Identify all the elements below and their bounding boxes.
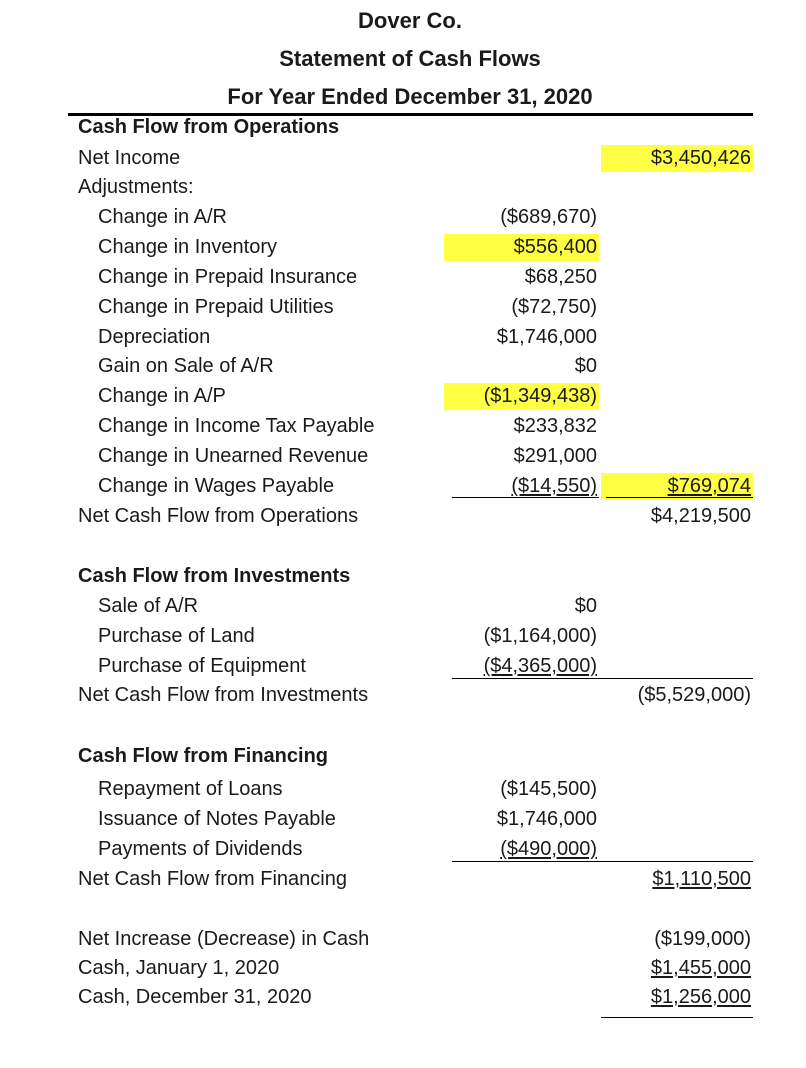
line-item-value: $1,746,000 (496, 326, 597, 348)
line-item-label: Depreciation (98, 326, 211, 348)
net-change-value: ($199,000) (654, 928, 751, 950)
net-financing-value: $1,110,500 (652, 868, 751, 890)
line-item-label: Change in Inventory (98, 236, 278, 258)
line-item-label: Repayment of Loans (98, 778, 283, 800)
line-item-label: Purchase of Land (98, 625, 255, 647)
operations-heading: Cash Flow from Operations (78, 116, 340, 138)
double-rule (601, 1017, 753, 1018)
net-operations-value: $4,219,500 (650, 505, 751, 527)
table-row (0, 593, 806, 620)
investments-heading-row (0, 563, 806, 590)
line-item-label: Sale of A/R (98, 595, 199, 617)
table-row (0, 473, 806, 500)
operations-heading-row (0, 114, 806, 141)
line-item-value: ($72,750) (511, 296, 597, 318)
table-row (0, 623, 806, 650)
statement-title: Statement of Cash Flows (279, 46, 541, 71)
line-item-value: ($1,349,438) (444, 383, 599, 410)
subtotal-rule (452, 861, 753, 862)
line-item-value: ($14,550) (511, 475, 597, 497)
line-item-value: ($145,500) (500, 778, 597, 800)
investments-heading: Cash Flow from Investments (78, 565, 351, 587)
line-item-value: $291,000 (513, 445, 597, 467)
table-row (0, 294, 806, 321)
net-change-label: Net Increase (Decrease) in Cash (78, 928, 370, 950)
company-name: Dover Co. (358, 8, 462, 33)
line-item-value: ($689,670) (500, 206, 597, 228)
net-investments-row (0, 682, 806, 709)
cash-begin-row (0, 955, 806, 982)
net-income-label: Net Income (78, 147, 181, 169)
adjustments-label: Adjustments: (78, 176, 194, 198)
subtotal-rule (606, 497, 753, 498)
line-item-value: ($1,164,000) (483, 625, 597, 647)
table-row (0, 324, 806, 351)
cash-begin-label: Cash, January 1, 2020 (78, 957, 280, 979)
table-row (0, 204, 806, 231)
line-item-value: $0 (574, 595, 597, 617)
cash-end-value: $1,256,000 (650, 986, 751, 1008)
adjustments-total: $769,074 (601, 473, 753, 500)
subtotal-rule (452, 678, 753, 679)
net-income-row (0, 145, 806, 172)
table-row (0, 653, 806, 680)
adjustments-row (0, 174, 806, 201)
line-item-label: Change in Income Tax Payable (98, 415, 375, 437)
table-row (0, 443, 806, 470)
line-item-label: Gain on Sale of A/R (98, 355, 274, 377)
table-row (0, 264, 806, 291)
line-item-value: $0 (574, 355, 597, 377)
net-operations-row (0, 503, 806, 530)
financing-heading-row (0, 743, 806, 770)
table-row (0, 353, 806, 380)
cash-end-label: Cash, December 31, 2020 (78, 986, 312, 1008)
net-change-row (0, 926, 806, 953)
line-item-value: $556,400 (444, 234, 599, 261)
net-financing-row (0, 866, 806, 893)
line-item-value: ($490,000) (500, 838, 597, 860)
subtotal-rule (452, 497, 599, 498)
cash-end-row (0, 984, 806, 1011)
cash-begin-value: $1,455,000 (650, 957, 751, 979)
line-item-label: Purchase of Equipment (98, 655, 306, 677)
line-item-label: Change in Wages Payable (98, 475, 335, 497)
statement-period: For Year Ended December 31, 2020 (227, 84, 593, 109)
table-row (0, 383, 806, 410)
net-investments-label: Net Cash Flow from Investments (78, 684, 369, 706)
line-item-value: $68,250 (524, 266, 597, 288)
line-item-label: Change in Prepaid Insurance (98, 266, 358, 288)
net-operations-label: Net Cash Flow from Operations (78, 505, 359, 527)
table-row (0, 836, 806, 863)
table-row (0, 776, 806, 803)
net-financing-label: Net Cash Flow from Financing (78, 868, 347, 890)
line-item-label: Change in A/P (98, 385, 226, 407)
line-item-label: Change in Unearned Revenue (98, 445, 369, 467)
line-item-value: ($4,365,000) (483, 655, 597, 677)
financing-heading: Cash Flow from Financing (78, 745, 329, 767)
line-item-label: Change in Prepaid Utilities (98, 296, 334, 318)
line-item-label: Issuance of Notes Payable (98, 808, 336, 830)
line-item-label: Change in A/R (98, 206, 227, 228)
net-investments-value: ($5,529,000) (637, 684, 751, 706)
line-item-value: $233,832 (513, 415, 597, 437)
line-item-label: Payments of Dividends (98, 838, 303, 860)
table-row (0, 806, 806, 833)
table-row (0, 234, 806, 261)
line-item-value: $1,746,000 (496, 808, 597, 830)
net-income-value: $3,450,426 (601, 145, 753, 172)
table-row (0, 413, 806, 440)
